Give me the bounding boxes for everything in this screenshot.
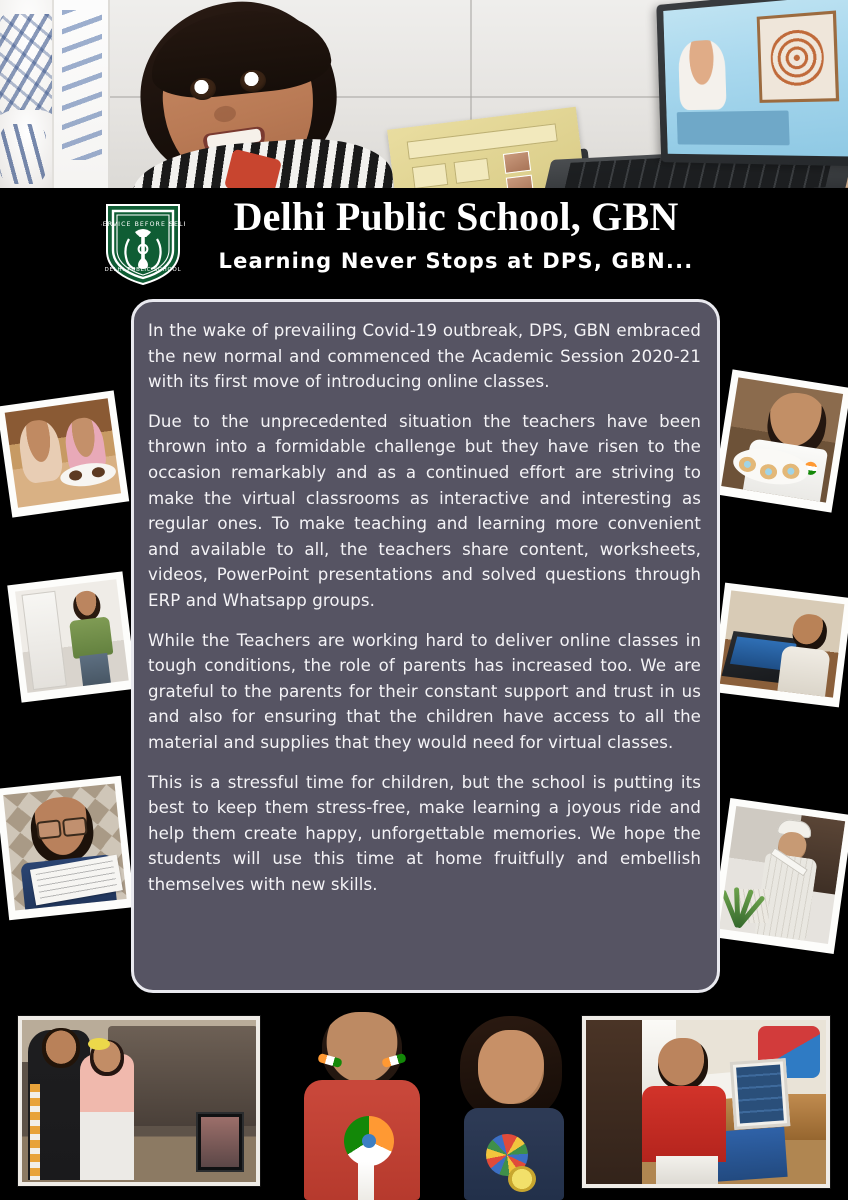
boy-figure xyxy=(642,1038,726,1184)
tricolour-rosette-icon xyxy=(344,1116,394,1166)
article-paragraph-2: Due to the unprecedented situation the teachers have been thrown into a formidable challenge but they have risen to the occasion remarkably and as a continued effort are striving to make the virtual classrooms as interactive and interesting as regular ones. To make teaching and learning more convenient and available to all, the teachers share content, worksheets, videos, PowerPoint presentations and solved questions through ERP and Whatsapp groups. xyxy=(148,411,701,610)
poster-header xyxy=(0,188,848,298)
photo-boy-using-laptop xyxy=(712,583,848,708)
boy-figure xyxy=(64,588,120,693)
photo-content xyxy=(15,579,129,693)
potted-plant-icon xyxy=(722,880,762,930)
bangle-icon xyxy=(508,1166,536,1192)
article-card xyxy=(131,299,720,993)
online-class-teacher xyxy=(678,39,727,110)
photo-content xyxy=(3,783,127,910)
svg-text:DELHI PUBLIC SCHOOL: DELHI PUBLIC SCHOOL xyxy=(104,267,182,273)
photo-boy-with-tricolour-rosette xyxy=(296,1008,428,1200)
photo-girl-newspaper-dress xyxy=(711,798,848,954)
banner-photo-girl-at-laptop xyxy=(0,0,848,188)
bottom-photo-strip xyxy=(0,1000,848,1200)
boy-shorts xyxy=(79,653,111,692)
boy-red-shirt xyxy=(642,1086,726,1162)
girl-head xyxy=(478,1030,544,1104)
rosette-ribbon xyxy=(358,1162,374,1200)
room-door xyxy=(21,591,66,690)
dps-crest-icon xyxy=(101,199,185,287)
boy-head xyxy=(658,1038,708,1090)
photo-boy-at-desk-with-ipad xyxy=(582,1016,830,1188)
photo-girl-holding-plate-of-treats xyxy=(713,369,848,512)
tablet-device xyxy=(730,1058,791,1130)
decor-curtain xyxy=(52,0,110,188)
photo-content xyxy=(5,398,121,508)
room-door xyxy=(586,1020,642,1184)
photo-boy-glasses-holding-worksheet xyxy=(0,776,135,920)
photo-mother-and-child-with-tablet xyxy=(18,1016,260,1186)
toddler-left xyxy=(16,418,64,485)
svg-text:SERVICE BEFORE SELF: SERVICE BEFORE SELF xyxy=(101,221,185,228)
child-figure xyxy=(80,1054,134,1180)
girl-figure xyxy=(752,817,825,944)
laptop-screen xyxy=(663,0,848,157)
article-paragraph-1: In the wake of prevailing Covid-19 outbreak, DPS, GBN embraced the new normal and commenced the Academic Session 2020-21 with its first move of introducing online classes. xyxy=(148,321,701,392)
photo-content xyxy=(586,1020,826,1184)
page-title: Delhi Public School, GBN xyxy=(233,194,679,239)
page-tagline: Learning Never Stops at DPS, GBN... xyxy=(218,249,694,273)
photo-content xyxy=(720,590,845,697)
hair-bow xyxy=(88,1038,110,1050)
worksheet-slot xyxy=(412,163,448,188)
worksheet-photo xyxy=(506,175,534,188)
photo-content xyxy=(22,1020,256,1182)
article-paragraph-3: While the Teachers are working hard to deliver online classes in tough conditions, the role of parents has increased too. We are grateful to the parents for their constant support and trust in us and also for ensuring that the children have access to all the material and supplies that they would need for virtual classes. xyxy=(148,630,701,752)
plate-of-sweets xyxy=(59,460,118,490)
photo-content xyxy=(721,377,843,502)
boy-shirt xyxy=(777,645,831,697)
boy-shorts xyxy=(656,1156,718,1184)
boy-figure xyxy=(777,611,835,697)
worksheet-slot xyxy=(407,123,558,159)
worksheet-photo xyxy=(503,151,531,174)
banner-scene xyxy=(0,0,848,188)
photo-boy-green-tshirt xyxy=(7,571,137,702)
photo-girl-with-rakhi xyxy=(448,1016,574,1200)
tablet-device xyxy=(196,1112,244,1172)
online-class-artwork xyxy=(757,10,839,102)
laptop-screen-shell xyxy=(656,0,848,166)
photo-content xyxy=(719,806,845,944)
boy-head xyxy=(322,1012,402,1088)
title-block xyxy=(196,194,716,273)
article-paragraph-4: This is a stressful time for children, but the school is putting its best to keep them stress-free, make learning a joyous ride and help them create happy, unforgettable memories. We hope the students will use this time at home fruitfully and embellish themselves with new skills. xyxy=(148,772,701,894)
banner-girl xyxy=(112,2,402,188)
online-class-board xyxy=(677,110,790,145)
photo-two-toddlers-with-plate xyxy=(0,390,129,517)
worksheet-slot xyxy=(454,158,490,184)
